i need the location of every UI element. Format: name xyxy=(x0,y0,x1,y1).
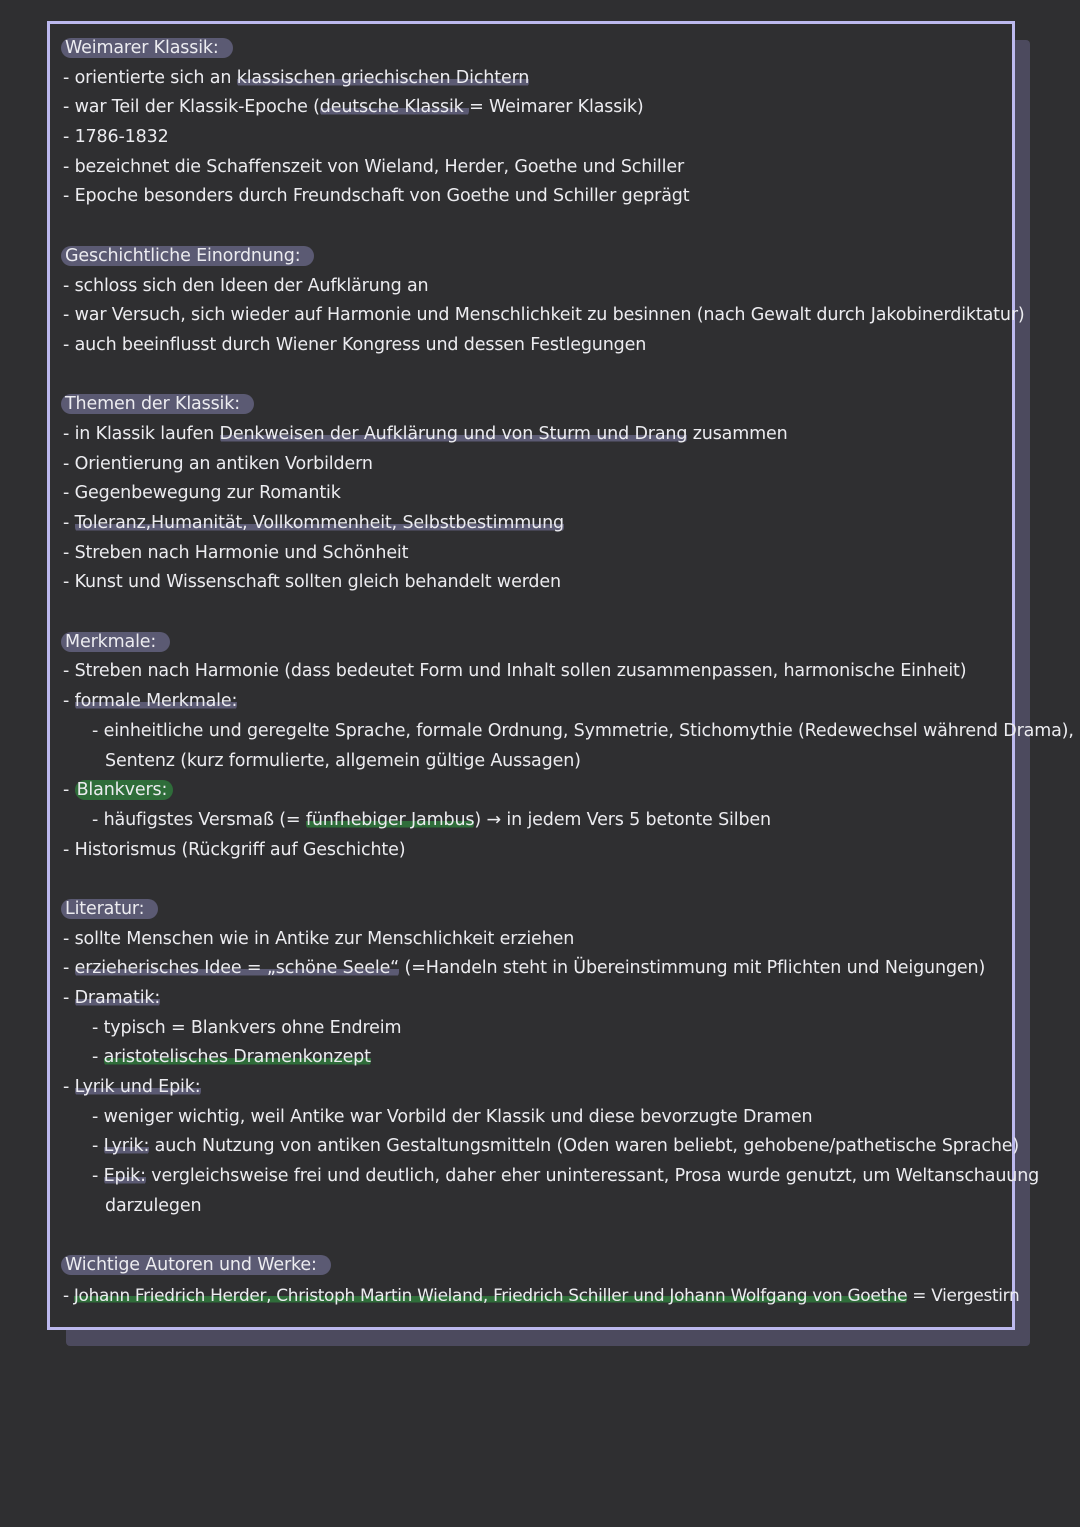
text-line: - Johann Friedrich Herder, Christoph Martin Wieland, Friedrich Schiller und Johann Wolfgang von Goethe = Viergestirn xyxy=(63,1284,1020,1305)
section-heading-merkmale: Merkmale: xyxy=(63,628,1013,658)
text-line: - erzieherisches Idee = „schöne Seele“ (=Handeln steht in Übereinstimmung mit Pflichten und Neigungen) xyxy=(63,958,986,979)
text-line: - orientierte sich an klassischen griechischen Dichtern xyxy=(63,67,530,88)
highlight: Denkweisen der Aufklärung und von Sturm und Drang xyxy=(219,423,688,444)
text-line: - auch beeinflusst durch Wiener Kongress und dessen Festlegungen xyxy=(63,334,647,355)
text-line: - Dramatik: xyxy=(63,988,161,1008)
highlight: erzieherisches Idee = „schöne Seele“ xyxy=(74,958,400,979)
highlight: Toleranz,Humanität, Vollkommenheit, Selbstbestimmung xyxy=(74,513,564,533)
text-line: darzulegen xyxy=(105,1195,202,1216)
highlight: klassischen griechischen Dichtern xyxy=(236,67,530,88)
text-line: - Orientierung an antiken Vorbildern xyxy=(63,453,373,474)
text-line: - bezeichnet die Schaffenszeit von Wieland, Herder, Goethe und Schiller xyxy=(63,156,685,177)
highlight-green: Johann Friedrich Herder, Christoph Martin Wieland, Friedrich Schiller und Johann Wolfgang von Goethe xyxy=(73,1284,908,1305)
text-line: - aristotelisches Dramenkonzept xyxy=(92,1047,371,1068)
section-heading-themen: Themen der Klassik: xyxy=(63,390,1013,420)
section-heading-klassik: Weimarer Klassik: xyxy=(63,34,1013,64)
highlight: formale Merkmale: xyxy=(74,691,238,712)
text-line: - Streben nach Harmonie (dass bedeutet Form und Inhalt sollen zusammenpassen, harmonische Einheit) xyxy=(63,661,967,682)
section-heading-geschichte: Geschichtliche Einordnung: xyxy=(63,242,1013,272)
highlight-green: Blankvers: xyxy=(75,780,174,800)
text-line: - Lyrik und Epik: xyxy=(63,1077,201,1098)
highlight: deutsche Klassik xyxy=(319,97,470,118)
text-line: - häufigstes Versmaß (= fünfhebiger Jambus) → in jedem Vers 5 betonte Silben xyxy=(92,809,771,830)
text-line: - war Teil der Klassik-Epoche (deutsche Klassik = Weimarer Klassik) xyxy=(63,97,644,118)
text-line: Sentenz (kurz formulierte, allgemein gültige Aussagen) xyxy=(105,750,581,771)
text-line: - sollte Menschen wie in Antike zur Menschlichkeit erziehen xyxy=(63,928,575,949)
section-heading-literatur: Literatur: xyxy=(63,895,1013,925)
text-line: - Epoche besonders durch Freundschaft von Goethe und Schiller geprägt xyxy=(63,186,690,207)
note-card xyxy=(47,21,1074,1330)
note-content xyxy=(63,34,1074,1311)
text-line: - Historismus (Rückgriff auf Geschichte) xyxy=(63,839,406,860)
text-line: - formale Merkmale: xyxy=(63,691,238,712)
text-line: - Blankvers: xyxy=(63,776,1013,806)
text-line: - schloss sich den Ideen der Aufklärung an xyxy=(63,275,429,296)
highlight-green: fünfhebiger Jambus xyxy=(305,809,475,830)
text-line: - Kunst und Wissenschaft sollten gleich behandelt werden xyxy=(63,572,561,593)
text-line: - weniger wichtig, weil Antike war Vorbild der Klassik und diese bevorzugte Dramen xyxy=(92,1106,813,1127)
highlight: Dramatik: xyxy=(74,988,161,1008)
text-line: - Streben nach Harmonie und Schönheit xyxy=(63,542,409,563)
text-line: - Lyrik: auch Nutzung von antiken Gestaltungsmitteln (Oden waren beliebt, gehobene/pathetische Sprache) xyxy=(92,1136,1020,1157)
highlight-green: aristotelisches Dramenkonzept xyxy=(103,1047,371,1068)
highlight: Lyrik: xyxy=(103,1136,150,1157)
text-line: - Toleranz,Humanität, Vollkommenheit, Selbstbestimmung xyxy=(63,513,564,533)
text-line: - in Klassik laufen Denkweisen der Aufklärung und von Sturm und Drang zusammen xyxy=(63,423,788,444)
text-line: - Gegenbewegung zur Romantik xyxy=(63,483,341,504)
highlight: Epik: xyxy=(103,1166,146,1187)
highlight: Lyrik und Epik: xyxy=(74,1077,201,1098)
section-heading-autoren: Wichtige Autoren und Werke: xyxy=(63,1251,1013,1281)
text-line: - typisch = Blankvers ohne Endreim xyxy=(92,1017,402,1038)
text-line: - einheitliche und geregelte Sprache, formale Ordnung, Symmetrie, Stichomythie (Redewechsel während Drama), xyxy=(92,720,1074,741)
text-line: - 1786-1832 xyxy=(63,127,169,148)
text-line: - Epik: vergleichsweise frei und deutlich, daher eher uninteressant, Prosa wurde genutzt, um Weltanschauung xyxy=(92,1166,1040,1187)
text-line: - war Versuch, sich wieder auf Harmonie und Menschlichkeit zu besinnen (nach Gewalt durch Jakobinerdiktatur) xyxy=(63,305,1025,326)
